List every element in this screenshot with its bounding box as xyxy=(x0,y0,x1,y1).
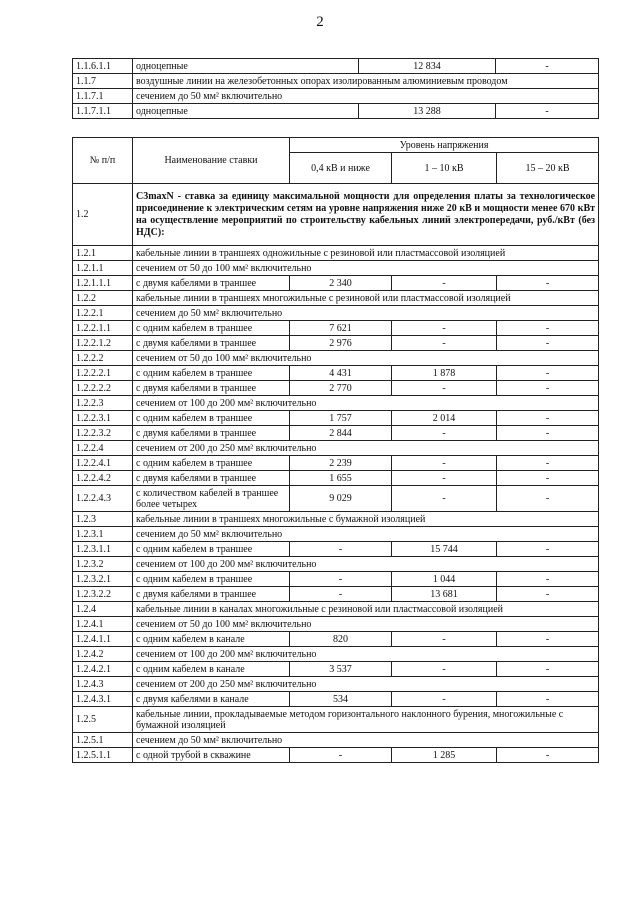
row-number: 1.2.5 xyxy=(73,707,133,733)
row-value-1-10kv: - xyxy=(392,471,497,486)
table-row xyxy=(73,59,599,74)
row-name: с двумя кабелями в канале xyxy=(133,692,290,707)
row-number: 1.2.2 xyxy=(73,291,133,306)
row-value-15-20kv: - xyxy=(497,336,599,351)
row-name: с двумя кабелями в траншее xyxy=(133,381,290,396)
section-title: С3maxN - ставка за единицу максимальной мощности для определения платы за технологическое присоединение к электрическим сетям на уровне напряжения ниже 20 кВ и мощности менее 670 кВт на осуществление мероприятий по строительству кабельных линий электропередачи, руб./кВт (без НДС): xyxy=(133,184,599,246)
row-value-04kv: 2 844 xyxy=(290,426,392,441)
row-value-15-20kv: - xyxy=(497,587,599,602)
row-name: с одним кабелем в траншее xyxy=(133,542,290,557)
section-num: 1.2 xyxy=(73,184,133,246)
row-number: 1.2.2.2.2 xyxy=(73,381,133,396)
row-value-04kv: 2 239 xyxy=(290,456,392,471)
row-number: 1.2.2.4.2 xyxy=(73,471,133,486)
row-name: с одним кабелем в траншее xyxy=(133,321,290,336)
row-number: 1.2.2.2 xyxy=(73,351,133,366)
row-name: одноцепные xyxy=(133,59,359,74)
row-number: 1.2.3.2.2 xyxy=(73,587,133,602)
page-number: 2 xyxy=(316,14,324,30)
table-row xyxy=(73,261,599,276)
row-value-15-20kv: - xyxy=(497,542,599,557)
row-value-15-20kv: - xyxy=(497,662,599,677)
table-row xyxy=(73,306,599,321)
table-row xyxy=(73,351,599,366)
row-name: сечением до 50 мм² включительно xyxy=(133,527,599,542)
row-value-04kv: - xyxy=(290,542,392,557)
row-value-15-20kv: - xyxy=(497,411,599,426)
row-value-1-10kv: - xyxy=(392,276,497,291)
table-row xyxy=(73,89,599,104)
table-row xyxy=(73,748,599,763)
row-name: сечением до 50 мм² включительно xyxy=(133,733,599,748)
row-name: с двумя кабелями в траншее xyxy=(133,336,290,351)
row-number: 1.2.1.1.1 xyxy=(73,276,133,291)
row-number: 1.2.2.3.2 xyxy=(73,426,133,441)
row-number: 1.2.1 xyxy=(73,246,133,261)
row-value-15-20kv: - xyxy=(497,632,599,647)
row-number: 1.2.3.2 xyxy=(73,557,133,572)
row-value-1-10kv: - xyxy=(392,321,497,336)
row-number: 1.2.3.1 xyxy=(73,527,133,542)
row-value-15-20kv: - xyxy=(497,321,599,336)
table-row xyxy=(73,632,599,647)
table-row xyxy=(73,677,599,692)
table-row xyxy=(73,486,599,512)
row-value-1-10kv: 1 878 xyxy=(392,366,497,381)
row-value-1-10kv: 13 681 xyxy=(392,587,497,602)
row-name: с двумя кабелями в траншее xyxy=(133,426,290,441)
table-row xyxy=(73,441,599,456)
row-name: кабельные линии в траншеях многожильные с бумажной изоляцией xyxy=(133,512,599,527)
row-name: сечением до 50 мм² включительно xyxy=(133,306,599,321)
row-value-04kv: - xyxy=(290,572,392,587)
row-value-15-20kv: - xyxy=(497,426,599,441)
row-value-15-20kv: - xyxy=(497,692,599,707)
table-row xyxy=(73,512,599,527)
table-row xyxy=(73,426,599,441)
table-row xyxy=(73,456,599,471)
table-row xyxy=(73,396,599,411)
row-name: сечением от 50 до 100 мм² включительно xyxy=(133,261,599,276)
row-value-1-10kv: - xyxy=(392,381,497,396)
row-name: с двумя кабелями в траншее xyxy=(133,587,290,602)
row-number: 1.2.4.1 xyxy=(73,617,133,632)
row-value-04kv: 1 757 xyxy=(290,411,392,426)
table-row xyxy=(73,527,599,542)
table-row xyxy=(73,733,599,748)
row-value-1-10kv: - xyxy=(392,692,497,707)
row-name: с двумя кабелями в траншее xyxy=(133,471,290,486)
row-name: с количеством кабелей в траншее более четырех xyxy=(133,486,290,512)
row-name: с одним кабелем в канале xyxy=(133,662,290,677)
row-name: с одним кабелем в траншее xyxy=(133,411,290,426)
table-row xyxy=(73,74,599,89)
row-value-1-10kv: - xyxy=(392,456,497,471)
row-number: 1.2.4.2 xyxy=(73,647,133,662)
row-number: 1.2.1.1 xyxy=(73,261,133,276)
row-name: кабельные линии в траншеях многожильные с резиновой или пластмассовой изоляцией xyxy=(133,291,599,306)
row-number: 1.2.2.1 xyxy=(73,306,133,321)
table-row xyxy=(73,381,599,396)
table-row xyxy=(73,471,599,486)
row-value-15-20kv: - xyxy=(497,276,599,291)
row-number: 1.1.7.1.1 xyxy=(73,104,133,119)
row-number: 1.2.2.4 xyxy=(73,441,133,456)
row-value: - xyxy=(496,59,599,74)
table-row xyxy=(73,366,599,381)
main-table xyxy=(72,137,599,763)
table-row xyxy=(73,336,599,351)
row-value-04kv: 3 537 xyxy=(290,662,392,677)
row-number: 1.2.3 xyxy=(73,512,133,527)
row-name: сечением от 100 до 200 мм² включительно xyxy=(133,557,599,572)
row-number: 1.2.5.1 xyxy=(73,733,133,748)
row-name: с одной трубой в скважине xyxy=(133,748,290,763)
row-name: воздушные линии на железобетонных опорах изолированным алюминиевым проводом xyxy=(133,74,599,89)
top-table xyxy=(72,58,599,119)
row-value-15-20kv: - xyxy=(497,471,599,486)
row-number: 1.2.2.3 xyxy=(73,396,133,411)
table-row xyxy=(73,587,599,602)
row-value-15-20kv: - xyxy=(497,381,599,396)
row-name: кабельные линии в каналах многожильные с резиновой или пластмассовой изоляцией xyxy=(133,602,599,617)
table-row xyxy=(73,647,599,662)
row-number: 1.2.2.1.1 xyxy=(73,321,133,336)
row-value-04kv: 534 xyxy=(290,692,392,707)
row-value-15-20kv: - xyxy=(497,572,599,587)
header-num: № п/п xyxy=(73,138,133,184)
row-value-04kv: 7 621 xyxy=(290,321,392,336)
row-name: с одним кабелем в траншее xyxy=(133,572,290,587)
row-number: 1.1.7 xyxy=(73,74,133,89)
row-value-1-10kv: - xyxy=(392,426,497,441)
row-name: сечением от 50 до 100 мм² включительно xyxy=(133,617,599,632)
row-value-04kv: 9 029 xyxy=(290,486,392,512)
table-row xyxy=(73,617,599,632)
row-name: с двумя кабелями в траншее xyxy=(133,276,290,291)
table-row xyxy=(73,321,599,336)
row-name: кабельные линии в траншеях одножильные с резиновой или пластмассовой изоляцией xyxy=(133,246,599,261)
row-value: 13 288 xyxy=(359,104,496,119)
row-number: 1.2.4.2.1 xyxy=(73,662,133,677)
row-number: 1.2.3.1.1 xyxy=(73,542,133,557)
row-name: сечением от 200 до 250 мм² включительно xyxy=(133,441,599,456)
row-number: 1.2.2.4.1 xyxy=(73,456,133,471)
row-value-1-10kv: - xyxy=(392,486,497,512)
row-number: 1.2.2.1.2 xyxy=(73,336,133,351)
row-number: 1.2.4.1.1 xyxy=(73,632,133,647)
table-row xyxy=(73,602,599,617)
row-value-1-10kv: 1 044 xyxy=(392,572,497,587)
row-value-1-10kv: 15 744 xyxy=(392,542,497,557)
row-value-1-10kv: - xyxy=(392,632,497,647)
row-number: 1.2.2.3.1 xyxy=(73,411,133,426)
row-value-1-10kv: 1 285 xyxy=(392,748,497,763)
table-row xyxy=(73,662,599,677)
row-name: сечением от 200 до 250 мм² включительно xyxy=(133,677,599,692)
row-value-04kv: 1 655 xyxy=(290,471,392,486)
row-number: 1.1.6.1.1 xyxy=(73,59,133,74)
row-name: с одним кабелем в траншее xyxy=(133,456,290,471)
row-name: одноцепные xyxy=(133,104,359,119)
row-value-04kv: 2 770 xyxy=(290,381,392,396)
row-name: сечением до 50 мм² включительно xyxy=(133,89,599,104)
row-value-04kv: 820 xyxy=(290,632,392,647)
header-name: Наименование ставки xyxy=(133,138,290,184)
row-value-04kv: 4 431 xyxy=(290,366,392,381)
row-value-15-20kv: - xyxy=(497,748,599,763)
table-row xyxy=(73,246,599,261)
header-voltage: Уровень напряжения xyxy=(290,138,599,153)
table-row xyxy=(73,692,599,707)
row-value: - xyxy=(496,104,599,119)
row-value-1-10kv: 2 014 xyxy=(392,411,497,426)
table-row xyxy=(73,411,599,426)
row-value: 12 834 xyxy=(359,59,496,74)
row-value-15-20kv: - xyxy=(497,456,599,471)
row-value-04kv: - xyxy=(290,748,392,763)
table-row xyxy=(73,572,599,587)
row-number: 1.2.2.4.3 xyxy=(73,486,133,512)
table-row xyxy=(73,557,599,572)
row-number: 1.2.4 xyxy=(73,602,133,617)
row-value-15-20kv: - xyxy=(497,486,599,512)
row-value-1-10kv: - xyxy=(392,336,497,351)
table-row xyxy=(73,291,599,306)
row-number: 1.2.4.3 xyxy=(73,677,133,692)
row-name: сечением от 100 до 200 мм² включительно xyxy=(133,647,599,662)
row-number: 1.1.7.1 xyxy=(73,89,133,104)
row-number: 1.2.4.3.1 xyxy=(73,692,133,707)
row-value-04kv: - xyxy=(290,587,392,602)
row-name: сечением от 100 до 200 мм² включительно xyxy=(133,396,599,411)
row-number: 1.2.5.1.1 xyxy=(73,748,133,763)
row-name: с одним кабелем в траншее xyxy=(133,366,290,381)
row-value-1-10kv: - xyxy=(392,662,497,677)
header-col-04kv: 0,4 кВ и ниже xyxy=(290,153,392,184)
table-row xyxy=(73,276,599,291)
row-value-15-20kv: - xyxy=(497,366,599,381)
table-row xyxy=(73,542,599,557)
row-number: 1.2.3.2.1 xyxy=(73,572,133,587)
row-name: сечением от 50 до 100 мм² включительно xyxy=(133,351,599,366)
row-value-04kv: 2 976 xyxy=(290,336,392,351)
row-name: с одним кабелем в канале xyxy=(133,632,290,647)
header-col-1-10kv: 1 – 10 кВ xyxy=(392,153,497,184)
row-number: 1.2.2.2.1 xyxy=(73,366,133,381)
row-name: кабельные линии, прокладываемые методом горизонтального наклонного бурения, многожильные с бумажной изоляцией xyxy=(133,707,599,733)
header-col-15-20kv: 15 – 20 кВ xyxy=(497,153,599,184)
table-row xyxy=(73,707,599,733)
table-row xyxy=(73,104,599,119)
row-value-04kv: 2 340 xyxy=(290,276,392,291)
